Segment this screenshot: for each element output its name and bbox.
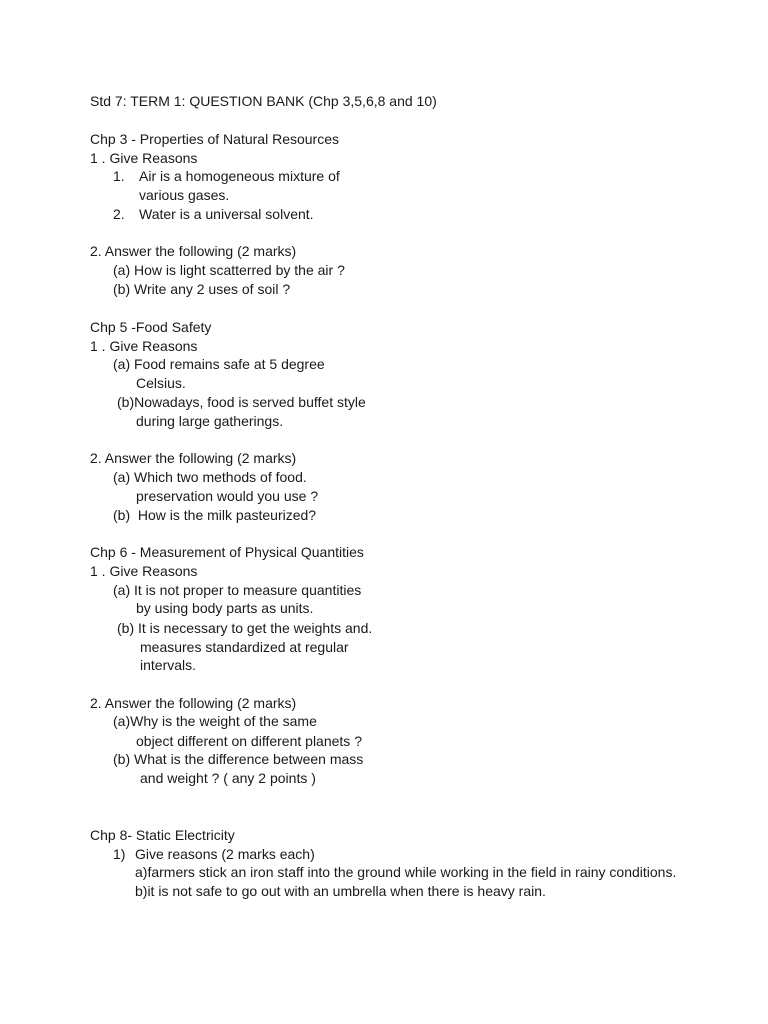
question-text: various gases. bbox=[139, 187, 230, 203]
question-text: (b) Write any 2 uses of soil ? bbox=[113, 281, 291, 297]
question-text: by using body parts as units. bbox=[136, 600, 314, 616]
section-heading: Give reasons (2 marks each) bbox=[135, 846, 315, 862]
list-number: 2. bbox=[113, 206, 125, 222]
question-text: (a) It is not proper to measure quantities bbox=[113, 582, 362, 598]
question-text: and weight ? ( any 2 points ) bbox=[140, 770, 316, 786]
chapter-heading: Chp 5 -Food Safety bbox=[90, 319, 212, 335]
question-text: b)it is not safe to go out with an umbrella when there is heavy rain. bbox=[135, 883, 546, 899]
section-heading: 2. Answer the following (2 marks) bbox=[90, 695, 297, 711]
question-text: Air is a homogeneous mixture of bbox=[139, 168, 340, 184]
question-text: (b)Nowadays, food is served buffet style bbox=[117, 394, 366, 410]
section-heading: 2. Answer the following (2 marks) bbox=[90, 450, 297, 466]
question-text: (b) It is necessary to get the weights and. bbox=[117, 620, 373, 636]
chapter-heading: Chp 6 - Measurement of Physical Quantities bbox=[90, 544, 364, 560]
question-text: intervals. bbox=[140, 657, 197, 673]
question-text: Water is a universal solvent. bbox=[139, 206, 314, 222]
question-text: object different on different planets ? bbox=[136, 733, 362, 749]
chapter-heading: Chp 8- Static Electricity bbox=[90, 827, 235, 843]
section-heading: 1 . Give Reasons bbox=[90, 563, 198, 579]
question-text: measures standardized at regular bbox=[140, 639, 349, 655]
list-number: 1. bbox=[113, 168, 125, 184]
question-text: (a) How is light scatterred by the air ? bbox=[113, 262, 345, 278]
section-heading: 1 . Give Reasons bbox=[90, 150, 198, 166]
chapter-heading: Chp 3 - Properties of Natural Resources bbox=[90, 131, 339, 147]
question-text: preservation would you use ? bbox=[136, 488, 319, 504]
question-text: (a)Why is the weight of the same bbox=[113, 713, 317, 729]
question-text: a)farmers stick an iron staff into the ground while working in the field in rainy conditions. bbox=[135, 864, 677, 880]
document-title: Std 7: TERM 1: QUESTION BANK (Chp 3,5,6,8 and 10) bbox=[90, 93, 437, 109]
question-text: (b) What is the difference between mass bbox=[113, 751, 364, 767]
question-text: (a) Which two methods of food. bbox=[113, 469, 307, 485]
section-heading: 1 . Give Reasons bbox=[90, 338, 198, 354]
question-text: (a) Food remains safe at 5 degree bbox=[113, 356, 325, 372]
question-text: Celsius. bbox=[136, 375, 186, 391]
question-text: (b) How is the milk pasteurized? bbox=[113, 507, 317, 523]
question-text: during large gatherings. bbox=[136, 413, 284, 429]
section-heading: 2. Answer the following (2 marks) bbox=[90, 243, 297, 259]
list-number: 1) bbox=[113, 846, 126, 862]
